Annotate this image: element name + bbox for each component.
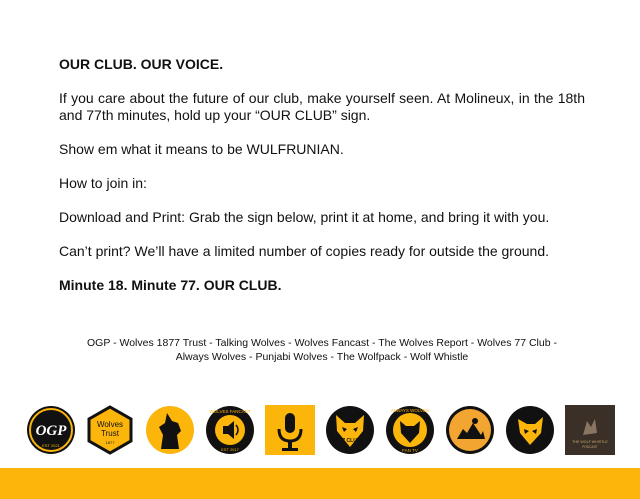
paragraph-how-to-join: How to join in: <box>59 175 147 191</box>
always-wolves-text: ALWAYS WOLVES <box>390 408 430 413</box>
wolves-77-club-logo <box>325 405 375 455</box>
wolfpack-logo <box>505 405 555 455</box>
wolf-whistle-logo <box>565 405 615 455</box>
closing-line: Minute 18. Minute 77. OUR CLUB. <box>59 277 282 293</box>
fancast-text: WOLVES FANCAST <box>209 409 251 414</box>
logo-strip <box>26 405 616 457</box>
paragraph-cant-print: Can’t print? We’ll have a limited number of copies ready for outside the ground. <box>59 243 550 259</box>
paragraph-download-print: Download and Print: Grab the sign below, print it at home, and bring it with you. <box>59 209 550 225</box>
ogp-logo-text: OGP <box>35 423 67 439</box>
trust-line-1: Wolves <box>96 420 124 429</box>
gold-footer-band <box>0 468 640 499</box>
wolves-fancast-logo <box>205 405 255 455</box>
organisations-line-1: OGP - Wolves 1877 Trust - Talking Wolves - Wolves Fancast - The Wolves Report - Wolves 77 Club - <box>87 337 557 349</box>
paragraph-intro: If you care about the future of our club, make yourself seen. At Molineux, in the 18th and 77th minutes, hold up your “OUR CLUB” sign. <box>59 90 585 123</box>
ogp-logo-sub: EST 2021 <box>42 443 60 448</box>
announcement-body <box>59 56 585 294</box>
ogp-logo <box>26 405 76 455</box>
organisations-list <box>59 336 585 364</box>
wolf-whistle-text: THE WOLF WHISTLE <box>572 440 608 444</box>
wolf-whistle-sub: PODCAST <box>582 445 598 449</box>
announcement-title: OUR CLUB. OUR VOICE. <box>59 56 224 72</box>
punjabi-wolves-logo <box>445 405 495 455</box>
wolves-report-logo <box>265 405 315 455</box>
talking-wolves-logo <box>145 405 195 455</box>
fancast-sub: EST 2017 <box>221 447 239 452</box>
wolves-trust-logo <box>85 405 135 455</box>
always-wolves-sub: FAN TV <box>402 448 418 453</box>
trust-line-2: Trust <box>101 429 119 438</box>
organisations-line-2: Always Wolves - Punjabi Wolves - The Wolfpack - Wolf Whistle <box>175 351 469 363</box>
paragraph-wulfrunian: Show em what it means to be WULFRUNIAN. <box>59 141 344 157</box>
trust-line-3: 1877 <box>105 440 115 445</box>
always-wolves-logo <box>385 405 435 455</box>
club77-text: 77 CLUB <box>339 438 361 444</box>
